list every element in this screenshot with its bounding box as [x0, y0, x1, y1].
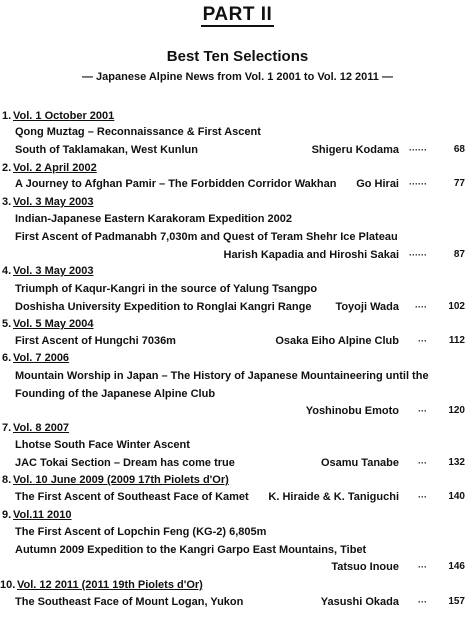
dot-leader: ··· — [418, 597, 427, 607]
entry-title-line — [0, 281, 475, 297]
entry-title: The Southeast Face of Mount Logan, Yukon — [15, 596, 244, 608]
entry-author: Osaka Eiho Alpine Club — [275, 335, 399, 347]
entry-volume: Vol.11 2010 — [13, 509, 72, 521]
entry-volume-row — [0, 472, 475, 488]
section-title: Best Ten Selections — [166, 48, 309, 65]
entry-volume-row — [0, 263, 475, 279]
entry-author: Osamu Tanabe — [320, 457, 399, 469]
entry-title: First Ascent of Hungchi 7036m — [15, 335, 176, 347]
entry-volume: Vol. 3 May 2003 — [13, 265, 94, 277]
entry-title: Mountain Worship in Japan – The History of Japanese Mountaineering until the — [15, 370, 429, 382]
entry-author: Tatsuo Inoue — [331, 561, 399, 573]
entry-title: Qong Muztag – Reconnaissance & First Ascent — [15, 126, 261, 138]
entry-author: Toyoji Wada — [335, 301, 399, 313]
entry-page-number: 132 — [448, 457, 465, 468]
entry-volume-row — [0, 507, 475, 523]
entry-page-number: 120 — [448, 405, 465, 416]
entry-page-number: 146 — [448, 561, 465, 572]
entry-title: Autumn 2009 Expedition to the Kangri Garpo East Mountains, Tibet — [15, 544, 367, 556]
entry-page-number: 157 — [448, 596, 465, 607]
entry-number: 4. — [2, 265, 12, 277]
entry-page-number: 140 — [448, 491, 465, 502]
entry-title-line — [0, 368, 475, 384]
entry-number: 9. — [2, 509, 12, 521]
entry-title-line — [0, 542, 475, 558]
entry-page-number: 102 — [448, 301, 465, 312]
entry-number: 6. — [2, 352, 12, 364]
entry-title-line — [0, 142, 475, 158]
entry-page-number: 68 — [453, 144, 465, 155]
part-label: PART II — [202, 4, 273, 25]
entry-author-row — [0, 247, 475, 263]
entry-title-line — [0, 594, 475, 610]
entry-volume: Vol. 1 October 2001 — [13, 110, 115, 122]
entry-title: Triumph of Kaqur-Kangri in the source of Yalung Tsangpo — [15, 283, 318, 295]
entry-title-line — [0, 437, 475, 453]
entry-title-line — [0, 124, 475, 140]
entry-title: Doshisha University Expedition to Ronglai Kangri Range — [15, 301, 312, 313]
entry-author: Shigeru Kodama — [311, 144, 399, 156]
section-tagline: — Japanese Alpine News from Vol. 1 2001 to Vol. 12 2011 — — [82, 71, 393, 83]
entry-title: Lhotse South Face Winter Ascent — [15, 439, 190, 451]
entry-title-line — [0, 524, 475, 540]
dot-leader: ··· — [418, 336, 427, 346]
entry-volume-row — [0, 160, 475, 176]
entry-title-line — [0, 299, 475, 315]
dot-leader: ··· — [418, 492, 427, 502]
entry-author-row — [0, 403, 475, 419]
entry-volume: Vol. 8 2007 — [13, 422, 70, 434]
entry-author: Harish Kapadia and Hiroshi Sakai — [223, 249, 399, 261]
entry-volume: Vol. 3 May 2003 — [13, 196, 94, 208]
entry-title: JAC Tokai Section – Dream has come true — [15, 457, 235, 469]
entry-title: Indian-Japanese Eastern Karakoram Expedition 2002 — [15, 213, 292, 225]
entry-volume: Vol. 10 June 2009 (2009 17th Piolets d'Or) — [13, 474, 229, 486]
entry-title: The First Ascent of Lopchin Feng (KG-2) 6,805m — [15, 526, 267, 538]
entry-title: South of Taklamakan, West Kunlun — [15, 144, 198, 156]
entry-title-line — [0, 455, 475, 471]
dot-leader: ··· — [418, 562, 427, 572]
entry-number: 7. — [2, 422, 12, 434]
entry-title: The First Ascent of Southeast Face of Kamet — [15, 491, 249, 503]
entry-page-number: 112 — [448, 335, 465, 346]
entry-volume: Vol. 7 2006 — [13, 352, 70, 364]
entry-title-line — [0, 333, 475, 349]
dot-leader: ···· — [415, 302, 427, 312]
entry-title: First Ascent of Padmanabh 7,030m and Quest of Teram Shehr Ice Plateau — [15, 231, 398, 243]
entry-number: 5. — [2, 318, 12, 330]
entry-author: Yasushi Okada — [320, 596, 399, 608]
entry-title: A Journey to Afghan Pamir – The Forbidden Corridor Wakhan — [15, 178, 337, 190]
entry-volume-row — [0, 194, 475, 210]
entry-volume-row — [0, 316, 475, 332]
entry-author: K. Hiraide & K. Taniguchi — [268, 491, 399, 503]
dot-leader: ······ — [409, 179, 427, 189]
entry-volume-row — [0, 350, 475, 366]
entry-volume-row — [0, 108, 475, 124]
entry-page-number: 87 — [453, 249, 465, 260]
entry-author-row — [0, 559, 475, 575]
entry-title-line — [0, 211, 475, 227]
entry-author: Go Hirai — [356, 178, 399, 190]
entry-title-line — [0, 386, 475, 402]
entry-volume: Vol. 12 2011 (2011 19th Piolets d'Or) — [17, 579, 203, 591]
entry-page-number: 77 — [453, 178, 465, 189]
entry-number: 3. — [2, 196, 12, 208]
entry-title-line — [0, 489, 475, 505]
entry-number: 10. — [0, 579, 16, 591]
entry-number: 2. — [2, 162, 12, 174]
entry-title-line — [0, 176, 475, 192]
entry-volume: Vol. 2 April 2002 — [13, 162, 97, 174]
dot-leader: ······ — [409, 145, 427, 155]
entry-author: Yoshinobu Emoto — [305, 405, 399, 417]
entry-number: 1. — [2, 110, 12, 122]
entry-title: Founding of the Japanese Alpine Club — [15, 388, 216, 400]
dot-leader: ··· — [418, 406, 427, 416]
entry-number: 8. — [2, 474, 12, 486]
dot-leader: ··· — [418, 458, 427, 468]
entry-volume-row — [0, 420, 475, 436]
dot-leader: ······ — [409, 250, 427, 260]
entry-title-line — [0, 229, 475, 245]
entry-volume-row — [0, 577, 475, 593]
entry-volume: Vol. 5 May 2004 — [13, 318, 94, 330]
